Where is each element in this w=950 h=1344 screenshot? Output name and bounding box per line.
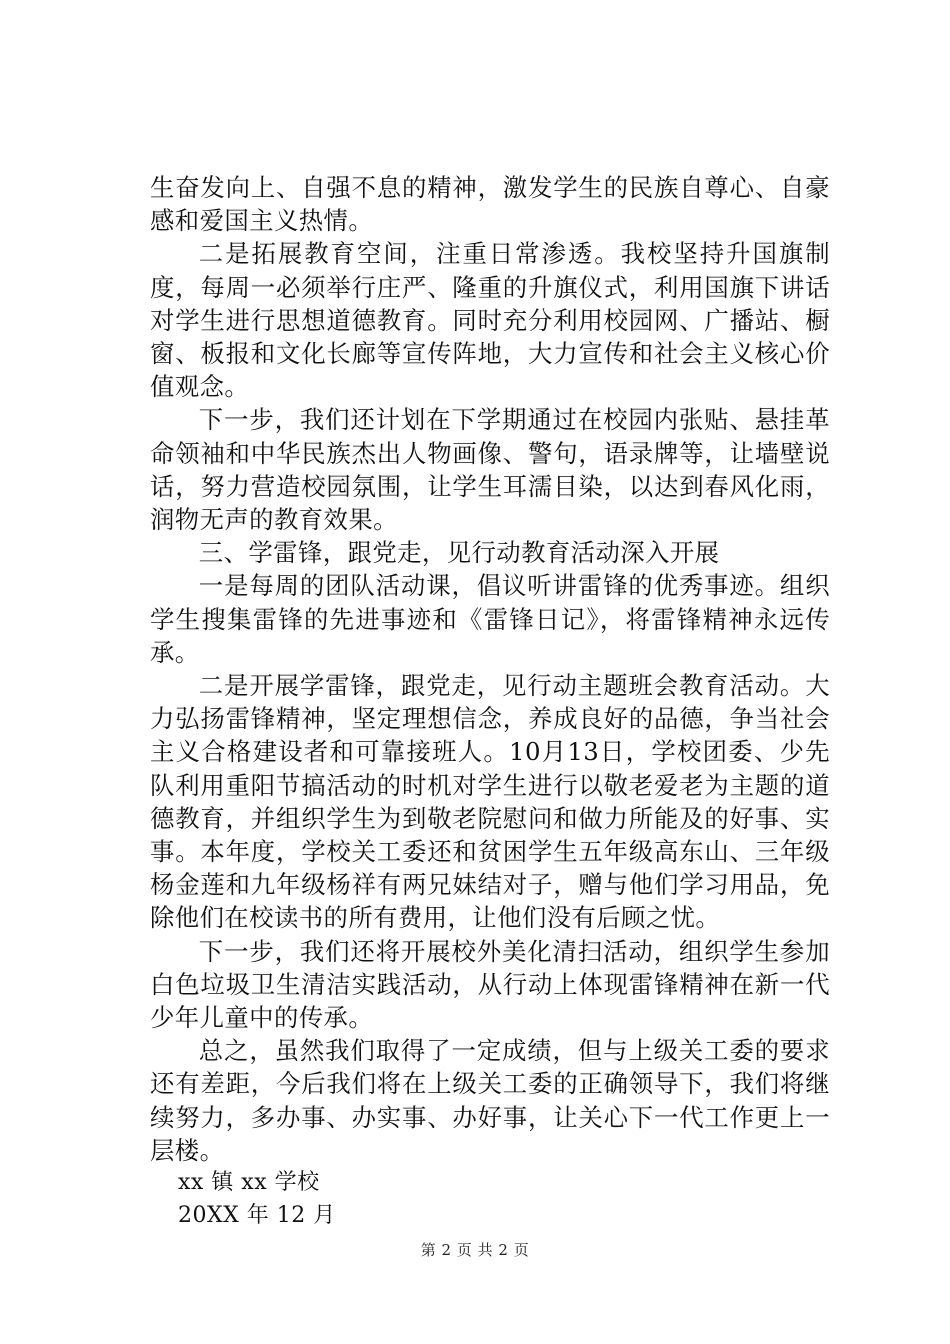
page-footer: 第 2 页 共 2 页 [420, 1241, 530, 1259]
paragraph-6: 二是开展学雷锋，跟党走，见行动主题班会教育活动。大力弘扬雷锋精神，坚定理想信念，养成良好的品德，争当社会主义合格建设者和可靠接班人。10月13日，学校团委、少先队利用重阳节搞活动的时机对学生进行以敬老爱老为主题的道德教育，并组织学生为到敬老院慰问和做力所能及的好事、实事。本年度，学校关工委还和贫困学生五年级高东山、三年级杨金莲和九年级杨祥有两兄妹结对子，赠与他们学习用品，免除他们在校读书的所有费用，让他们没有后顾之忧。 [150, 671, 830, 933]
paragraph-2: 二是拓展教育空间，注重日常渗透。我校坚持升国旗制度，每周一必须举行庄严、隆重的升旗仪式，利用国旗下讲话对学生进行思想道德教育。同时充分利用校园网、广播站、橱窗、板报和文化长廊等宣传阵地，大力宣传和社会主义核心价值观念。 [150, 239, 830, 402]
paragraph-7: 下一步，我们还将开展校外美化清扫活动，组织学生参加白色垃圾卫生清洁实践活动，从行动上体现雷锋精神在新一代少年儿童中的传承。 [150, 936, 830, 1033]
paragraph-5: 一是每周的团队活动课，倡议听讲雷锋的优秀事迹。组织学生搜集雷锋的先进事迹和《雷锋日记》，将雷锋精神永远传承。 [150, 571, 830, 667]
signature-date: 20XX 年 12 月 [178, 1202, 336, 1228]
paragraph-1: 生奋发向上、自强不息的精神，激发学生的民族自尊心、自豪感和爱国主义热情。 [150, 173, 830, 236]
paragraph-3: 下一步，我们还计划在下学期通过在校园内张贴、悬挂革命领袖和中华民族杰出人物画像、警句，语录牌等，让墙壁说话，努力营造校园氛围，让学生耳濡目染，以达到春风化雨，润物无声的教育效果。 [150, 405, 830, 535]
document-body [150, 171, 830, 1232]
signature-org: xx 镇 xx 学校 [178, 1170, 320, 1196]
paragraph-8: 总之，虽然我们取得了一定成绩，但与上级关工委的要求还有差距，今后我们将在上级关工委的正确领导下，我们将继续努力，多办事、办实事、办好事，让关心下一代工作更上一层楼。 [150, 1036, 830, 1165]
section-heading-3: 三、学雷锋，跟党走，见行动教育活动深入开展 [198, 538, 720, 568]
